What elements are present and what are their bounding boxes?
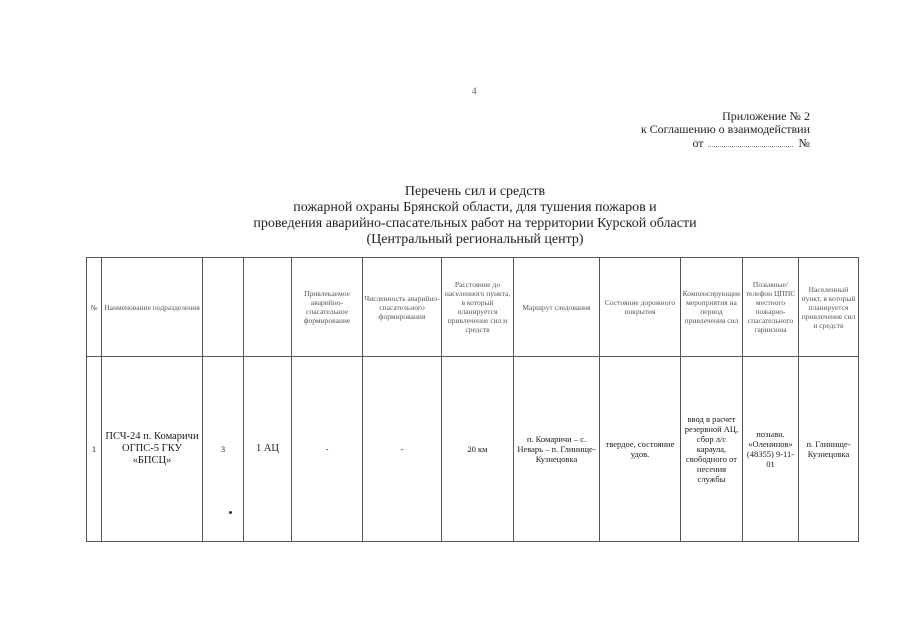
cell-callsign: позывн. «Оленинов» (48355) 9-11-01 <box>743 357 799 542</box>
header-measures: Компенсирующие мероприятия на период привлечения сил <box>681 258 743 357</box>
header-staff <box>203 258 244 357</box>
attachment-label: Приложение № 2 <box>722 109 810 123</box>
forces-table <box>86 257 859 542</box>
cell-settlement: п. Глинище-Кузнецовка <box>799 357 859 542</box>
attachment-date-line <box>550 137 810 150</box>
cell-unit: ПСЧ-24 п. Комаричи ОГПС-5 ГКУ «БПСЦ» <box>102 357 203 542</box>
attachment-date-prefix: от <box>692 136 704 150</box>
cell-road: твердое, состояние удов. <box>600 357 681 542</box>
attachment-agreement: к Соглашению о взаимодействии <box>640 122 810 136</box>
cell-staff: 3 <box>203 357 244 542</box>
header-num: № <box>87 258 102 357</box>
header-equipment <box>244 258 292 357</box>
title-line-2: пожарной охраны Брянской области, для тушения пожаров и <box>293 200 657 215</box>
cell-measures: ввод в расчет резервной АЦ, сбор л/с караула, свободного от несения службы <box>681 357 743 542</box>
cell-route: п. Комаричи – с. Неварь – п. Глинище-Кузнецовка <box>514 357 600 542</box>
title-line-1: Перечень сил и средств <box>404 184 546 199</box>
document-title <box>180 184 770 248</box>
cell-distance: 20 км <box>442 357 514 542</box>
header-callsign: Позывные/ телефон ЦППС местного пожарно-спасательного гарнизона <box>743 258 799 357</box>
scan-speck <box>229 511 232 514</box>
header-formations: Привлекаемое аварийно-спасательное формирование <box>292 258 363 357</box>
header-unit: Наименование подразделения <box>102 258 203 357</box>
cell-formation-staff: - <box>363 357 442 542</box>
title-line-3: проведения аварийно-спасательных работ на территории Курской области <box>253 216 697 231</box>
header-settlement: Населенный пункт, в который планируется привлечение сил и средств <box>799 258 859 357</box>
title-line-4: (Центральный региональный центр) <box>366 232 584 247</box>
header-distance: Расстояние до населенного пункта, в который планируется привлечение сил и средств <box>442 258 514 357</box>
page-number: 4 <box>472 86 477 96</box>
header-road: Состояние дорожного покрытия <box>600 258 681 357</box>
header-formation-staff: Численность аварийно-спасательного формирования <box>363 258 442 357</box>
table-header-row <box>87 258 859 357</box>
cell-num: 1 <box>87 357 102 542</box>
date-blank-field <box>708 137 793 147</box>
cell-formations: - <box>292 357 363 542</box>
attachment-number-sign: № <box>798 136 810 150</box>
header-route: Маршрут следования <box>514 258 600 357</box>
cell-equipment: 1 АЦ <box>244 357 292 542</box>
table-row <box>87 357 859 542</box>
